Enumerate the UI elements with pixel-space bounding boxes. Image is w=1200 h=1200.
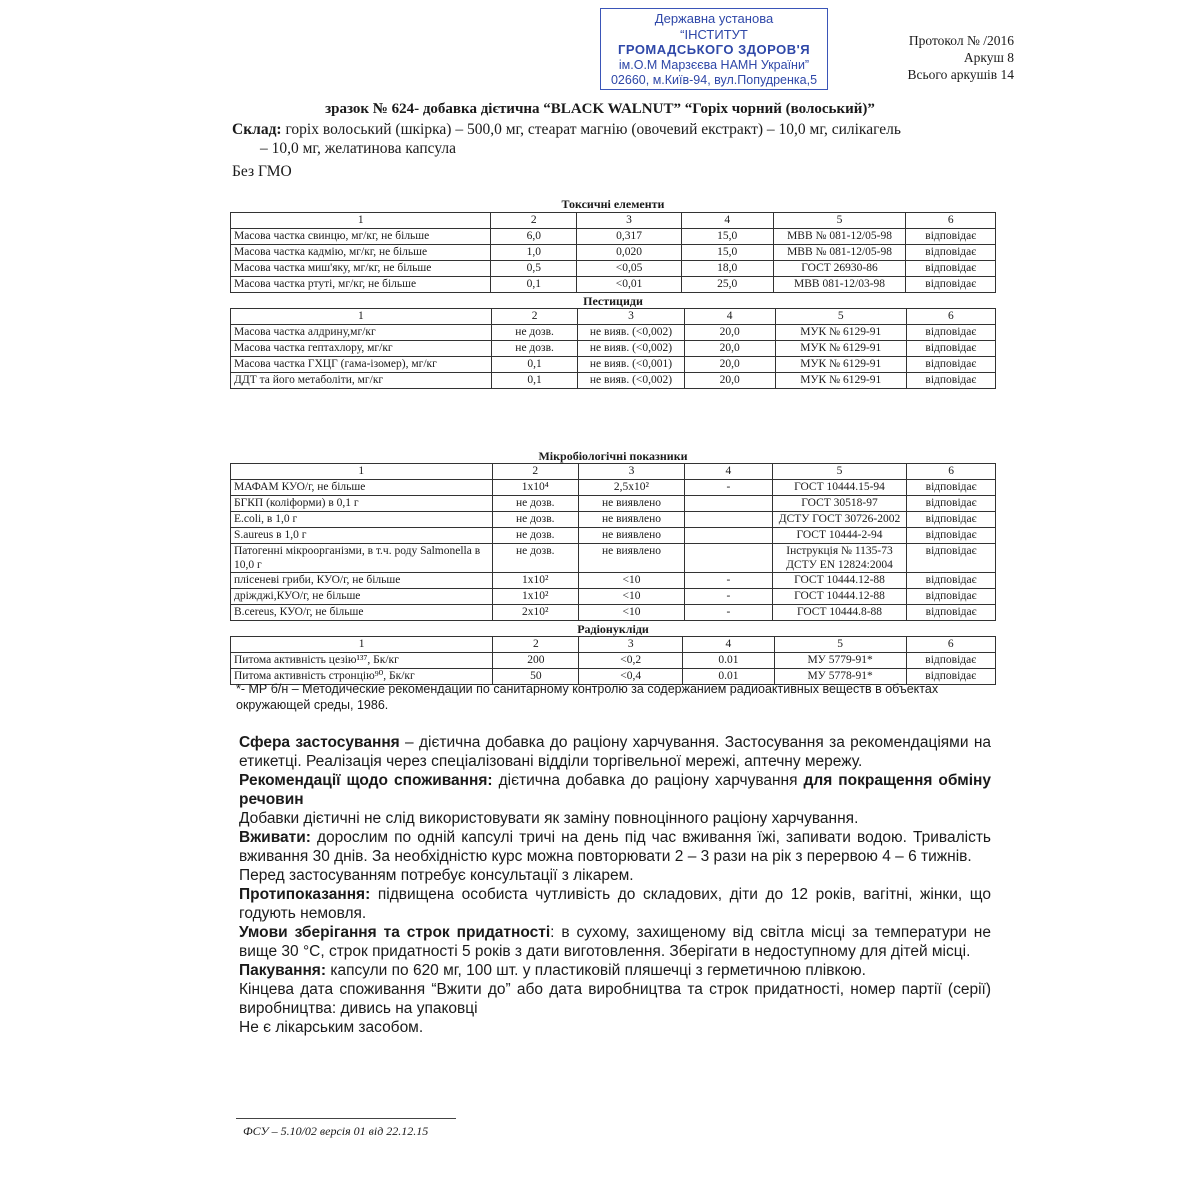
value-cell: ДСТУ ГОСТ 30726-2002 (772, 512, 906, 528)
value-cell: відповідає (906, 341, 995, 357)
value-cell: не вияв. (<0,001) (578, 357, 684, 373)
value-cell: МУК № 6129-91 (775, 341, 906, 357)
stamp-line-2: “ІНСТИТУТ (680, 26, 748, 42)
column-number: 3 (579, 637, 683, 653)
value-cell: МВВ № 081-12/05-98 (773, 229, 906, 245)
value-cell: 0,1 (491, 373, 578, 389)
value-cell: 18,0 (681, 261, 773, 277)
value-cell: 2,5x10² (578, 480, 684, 496)
value-cell: відповідає (906, 357, 995, 373)
radionuclides-table (230, 636, 996, 685)
pesticides-table (230, 308, 996, 389)
value-cell: не дозв. (492, 544, 578, 573)
column-number: 1 (231, 637, 493, 653)
value-cell: відповідає (907, 544, 996, 573)
stamp-line-1: Державна установа (654, 11, 774, 26)
value-cell (685, 512, 773, 528)
value-cell: відповідає (907, 528, 996, 544)
indicator-cell: Масова частка гептахлору, мг/кг (231, 341, 492, 357)
table-row (231, 229, 996, 245)
value-cell: не дозв. (491, 341, 578, 357)
value-cell: 20,0 (684, 357, 775, 373)
contra-text: підвищена особиста чутливість до складових, діти до 12 років, вагітні, жінки, що годують немовля. (239, 886, 991, 922)
indicator-cell: S.aureus в 1,0 г (231, 528, 493, 544)
rec-label: Рекомендації щодо споживання: (239, 772, 493, 789)
footnote: *- МР б/н – Методические рекомендации по санитарному контролю за содержанием радиоактивных веществ в объектах окружающей среды, 1986. (236, 682, 939, 712)
value-cell: 25,0 (681, 277, 773, 293)
value-cell: <10 (578, 605, 684, 621)
column-number: 2 (491, 309, 578, 325)
value-cell: МУ 5779-91* (774, 653, 906, 669)
value-cell: не вияв. (<0,002) (578, 373, 684, 389)
value-cell: МУК № 6129-91 (775, 357, 906, 373)
table-row (231, 261, 996, 277)
not-drug-text: Не є лікарським засобом. (239, 1019, 424, 1036)
table-row (231, 325, 996, 341)
table-header-row (231, 464, 996, 480)
indicator-cell: плісеневі гриби, КУО/г, не більше (231, 573, 493, 589)
column-number: 6 (906, 309, 995, 325)
value-cell: відповідає (906, 229, 996, 245)
value-cell: - (685, 605, 773, 621)
column-number: 4 (681, 213, 773, 229)
indicator-cell: МАФАМ КУО/г, не більше (231, 480, 493, 496)
indicator-cell: Масова частка свинцю, мг/кг, не більше (231, 229, 491, 245)
column-number: 2 (493, 637, 579, 653)
composition-label: Склад: (232, 121, 282, 138)
contra-paragraph (239, 885, 991, 923)
value-cell: не виявлено (578, 512, 684, 528)
value-cell: 0,1 (491, 277, 577, 293)
column-number: 6 (906, 637, 995, 653)
value-cell: - (685, 573, 773, 589)
composition (232, 120, 996, 158)
indicator-cell: B.cereus, КУО/г, не більше (231, 605, 493, 621)
microbiology-table (230, 463, 996, 621)
column-number: 1 (231, 213, 491, 229)
sample-title: зразок № 624- добавка дієтична “BLACK WALNUT” “Горіх чорний (волоський)” (325, 101, 875, 117)
value-cell: 0,020 (577, 245, 682, 261)
toxic-elements-table (230, 212, 996, 293)
column-number: 4 (683, 637, 775, 653)
value-cell: 50 (493, 669, 579, 685)
table-row (231, 544, 996, 573)
value-cell: 15,0 (681, 245, 773, 261)
column-number: 2 (491, 213, 577, 229)
value-cell: <0,4 (579, 669, 683, 685)
value-cell (685, 496, 773, 512)
value-cell: <0,01 (577, 277, 682, 293)
value-cell: МВВ № 081-12/05-98 (773, 245, 906, 261)
value-cell: не дозв. (491, 325, 578, 341)
value-cell: ГОСТ 10444.12-88 (772, 589, 906, 605)
contra-label: Протипоказання: (239, 886, 371, 903)
value-cell: 20,0 (684, 373, 775, 389)
scope-label: Сфера застосування (239, 734, 400, 751)
value-cell: ГОСТ 10444.15-94 (772, 480, 906, 496)
value-cell: - (685, 480, 773, 496)
value-cell: відповідає (907, 512, 996, 528)
column-number: 3 (578, 309, 684, 325)
pack-text: капсули по 620 мг, 100 шт. у пластиковій пляшечці з герметичною плівкою. (326, 962, 866, 979)
value-cell: 6,0 (491, 229, 577, 245)
indicator-cell: Питома активність цезію¹³⁷, Бк/кг (231, 653, 493, 669)
table-row (231, 528, 996, 544)
value-cell (685, 528, 773, 544)
protocol-number: Протокол № /2016 (908, 33, 1014, 48)
value-cell: відповідає (906, 669, 995, 685)
column-number: 6 (906, 213, 996, 229)
value-cell: 2x10² (492, 605, 578, 621)
pesticides-section-title: Пестициди (583, 294, 643, 308)
value-cell: <0,2 (579, 653, 683, 669)
gmo-statement: Без ГМО (232, 163, 292, 180)
value-cell: 1x10² (492, 573, 578, 589)
stamp-line-3: ГРОМАДСЬКОГО ЗДОРОВ'Я (617, 42, 811, 57)
total-sheets: Всього аркушів 14 (907, 67, 1014, 82)
value-cell: 0,5 (491, 261, 577, 277)
form-footer: ФСУ – 5.10/02 версія 01 від 22.12.15 (243, 1124, 429, 1138)
table-row (231, 357, 996, 373)
column-number: 2 (492, 464, 578, 480)
value-cell: не виявлено (578, 544, 684, 573)
value-cell: Інструкція № 1135-73 ДСТУ EN 12824:2004 (772, 544, 906, 573)
column-number: 3 (578, 464, 684, 480)
column-number: 5 (775, 309, 906, 325)
sheet-number: Аркуш 8 (963, 50, 1014, 65)
composition-text: горіх волоський (шкірка) – 500,0 мг, стеарат магнію (овочевий екстракт) – 10,0 мг, силікагель (281, 121, 901, 138)
table-row (231, 589, 996, 605)
toxic-section-title: Токсичні елементи (561, 197, 665, 211)
value-cell: відповідає (906, 245, 996, 261)
table-row (231, 480, 996, 496)
indicator-cell: Патогенні мікроорганізми, в т.ч. роду Salmonella в 10,0 г (231, 544, 493, 573)
value-cell: ГОСТ 10444.12-88 (772, 573, 906, 589)
value-cell: відповідає (906, 261, 996, 277)
column-number: 4 (684, 309, 775, 325)
institution-stamp (600, 8, 828, 90)
value-cell: 1,0 (491, 245, 577, 261)
value-cell: 1x10² (492, 589, 578, 605)
indicator-cell: дріжджі,КУО/г, не більше (231, 589, 493, 605)
indicator-cell: Питома активність стронцію⁹⁰, Бк/кг (231, 669, 493, 685)
rec-bold: для покращення обміну речовин (239, 772, 992, 808)
scope-paragraph (239, 733, 991, 771)
packaging-paragraph (239, 961, 991, 980)
value-cell: не вияв. (<0,002) (578, 341, 684, 357)
value-cell: <10 (578, 573, 684, 589)
column-number: 5 (773, 213, 906, 229)
storage-text: : в сухому, захищеному від світла місці за температури не вище 30 °С, строк придатності 5 років з дати виготовлення. Зберігати в недоступному для дітей місці. (239, 924, 991, 960)
value-cell: 20,0 (684, 341, 775, 357)
use-label: Вживати: (239, 829, 311, 846)
column-number: 1 (231, 309, 492, 325)
product-description (239, 733, 991, 1037)
storage-label: Умови зберігання та строк придатності (239, 924, 551, 941)
composition-text-2: – 10,0 мг, желатинова капсула (260, 140, 456, 157)
value-cell: 20,0 (684, 325, 775, 341)
value-cell: відповідає (906, 373, 995, 389)
table-row (231, 512, 996, 528)
table-row (231, 653, 996, 669)
value-cell: відповідає (907, 480, 996, 496)
stamp-line-5: 02660, м.Київ-94, вул.Попудренка,5 (610, 73, 818, 87)
value-cell: ГОСТ 26930-86 (773, 261, 906, 277)
column-number: 6 (907, 464, 996, 480)
indicator-cell: ДДТ та його метаболіти, мг/кг (231, 373, 492, 389)
value-cell: 15,0 (681, 229, 773, 245)
value-cell: 0.01 (683, 669, 775, 685)
scope-text: – дієтична добавка до раціону харчування. Застосування за рекомендаціями на етикетці. Реалізація через спеціалізовані відділи торгівельної мережі, аптечну мережу. (239, 734, 991, 770)
table-row (231, 605, 996, 621)
value-cell: МУК № 6129-91 (775, 325, 906, 341)
value-cell: не дозв. (492, 528, 578, 544)
column-number: 1 (231, 464, 493, 480)
value-cell: відповідає (906, 325, 995, 341)
value-cell: відповідає (906, 277, 996, 293)
warning-text: Добавки дієтичні не слід використовувати як заміну повноцінного раціону харчування. (239, 810, 859, 827)
indicator-cell: Масова частка ГХЦГ (гама-ізомер), мг/кг (231, 357, 492, 373)
value-cell: не дозв. (492, 496, 578, 512)
rec-text: дієтична добавка до раціону харчування (492, 772, 804, 789)
table-header-row (231, 309, 996, 325)
value-cell (685, 544, 773, 573)
indicator-cell: E.coli, в 1,0 г (231, 512, 493, 528)
radio-section-title: Радіонукліди (577, 622, 649, 636)
footer-rule (236, 1118, 456, 1119)
column-number: 5 (774, 637, 906, 653)
table-header-row (231, 637, 996, 653)
value-cell: <10 (578, 589, 684, 605)
stamp-line-4: ім.О.М Марзєєва НАМН України” (618, 57, 810, 72)
value-cell: 0.01 (683, 653, 775, 669)
use-text: дорослим по одній капсулі тричі на день під час вживання їжі, запивати водою. Тривалість вживання 30 днів. За необхідністю курс можна повторювати 2 – 3 рази на рік з перервою 4 – 6 тижнів. (239, 829, 991, 865)
table-header-row (231, 213, 996, 229)
value-cell: - (685, 589, 773, 605)
indicator-cell: БГКП (коліформи) в 0,1 г (231, 496, 493, 512)
table-row (231, 341, 996, 357)
value-cell: МВВ 081-12/03-98 (773, 277, 906, 293)
value-cell: 200 (493, 653, 579, 669)
indicator-cell: Масова частка кадмію, мг/кг, не більше (231, 245, 491, 261)
usage-paragraph (239, 828, 991, 866)
protocol-info (908, 32, 1014, 83)
table-row (231, 496, 996, 512)
value-cell: не виявлено (578, 496, 684, 512)
value-cell: відповідає (907, 496, 996, 512)
value-cell: ГОСТ 30518-97 (772, 496, 906, 512)
table-row (231, 245, 996, 261)
value-cell: МУ 5778-91* (774, 669, 906, 685)
consult-text: Перед застосуванням потребує консультації з лікарем. (239, 867, 634, 884)
value-cell: не виявлено (578, 528, 684, 544)
storage-paragraph (239, 923, 991, 961)
value-cell: відповідає (906, 653, 995, 669)
recommendation-paragraph (239, 771, 991, 809)
value-cell: відповідає (907, 573, 996, 589)
pack-label: Пакування: (239, 962, 327, 979)
value-cell: МУК № 6129-91 (775, 373, 906, 389)
indicator-cell: Масова частка алдрину,мг/кг (231, 325, 492, 341)
indicator-cell: Масова частка ртуті, мг/кг, не більше (231, 277, 491, 293)
value-cell: 1x10⁴ (492, 480, 578, 496)
column-number: 4 (685, 464, 773, 480)
micro-section-title: Мікробіологічні показники (538, 449, 688, 463)
column-number: 5 (772, 464, 906, 480)
value-cell: 0,317 (577, 229, 682, 245)
table-row (231, 277, 996, 293)
value-cell: ГОСТ 10444-2-94 (772, 528, 906, 544)
value-cell: відповідає (907, 589, 996, 605)
value-cell: <0,05 (577, 261, 682, 277)
value-cell: не дозв. (492, 512, 578, 528)
indicator-cell: Масова частка миш'яку, мг/кг, не більше (231, 261, 491, 277)
table-row (231, 573, 996, 589)
value-cell: не вияв. (<0,002) (578, 325, 684, 341)
value-cell: 0,1 (491, 357, 578, 373)
value-cell: відповідає (907, 605, 996, 621)
expiry-text: Кінцева дата споживання “Вжити до” або дата виробництва та строк придатності, номер партії (серії) виробництва: дивись на упаковці (239, 981, 991, 1017)
table-row (231, 373, 996, 389)
column-number: 3 (577, 213, 682, 229)
value-cell: ГОСТ 10444.8-88 (772, 605, 906, 621)
